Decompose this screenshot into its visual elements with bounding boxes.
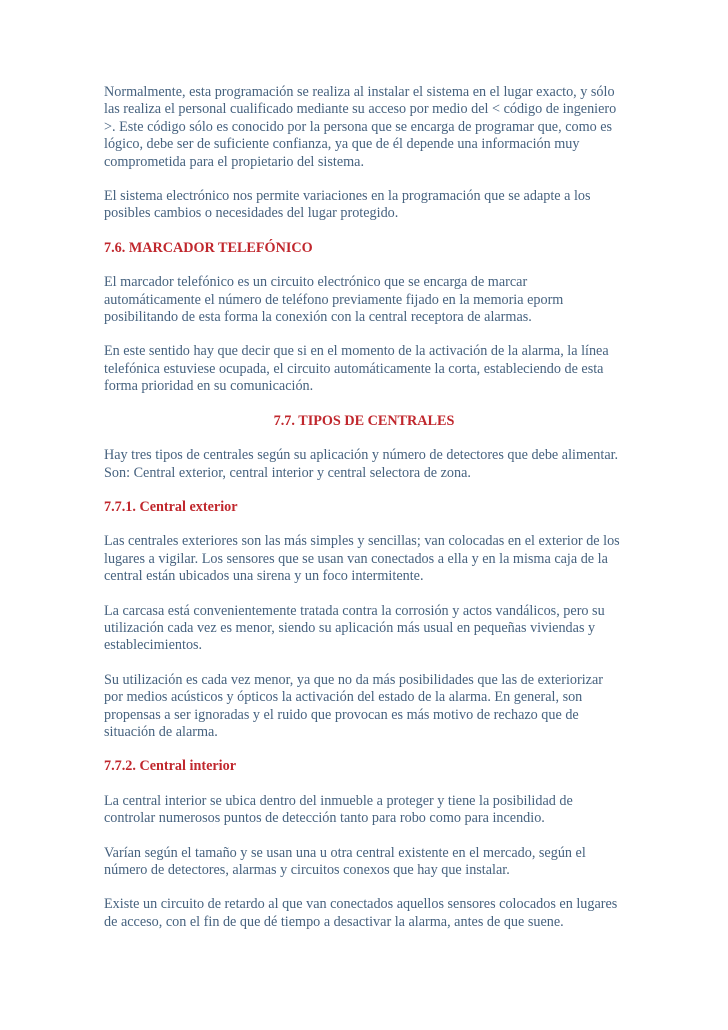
paragraph-marcador-definicion: El marcador telefónico es un circuito electrónico que se encarga de marcar automáticamente el número de teléfono previamente fijado en la memoria eporm posibilitando de esta forma la conexión con la central receptora de alarmas. [104, 274, 564, 326]
heading-tipos-de-centrales: 7.7. TIPOS DE CENTRALES [273, 412, 455, 429]
paragraph-exterior-carcasa: La carcasa está convenientemente tratada contra la corrosión y actos vandálicos, pero su utilización cada vez es menor, siendo su aplicación más usual en pequeñas viviendas y establecimientos. [104, 602, 605, 654]
heading-central-exterior: 7.7.1. Central exterior [104, 498, 238, 515]
heading-marcador-telefonico: 7.6. MARCADOR TELEFÓNICO [104, 239, 313, 256]
paragraph-programacion: Normalmente, esta programación se realiza al instalar el sistema en el lugar exacto, y sólo las realiza el personal cualificado mediante su acceso por medio del < código de ingeniero >. Este código sólo es conocido por la persona que se encarga de programar que, como es lógico, debe ser de suficiente confianza, ya que de él depende una información muy comprometida para el propietario del sistema. [104, 84, 617, 170]
paragraph-tipos-centrales: Hay tres tipos de centrales según su aplicación y número de detectores que debe alimentar. Son: Central exterior, central interior y central selectora de zona. [104, 447, 619, 481]
paragraph-exterior-utilizacion: Su utilización es cada vez menor, ya que no da más posibilidades que las de exteriorizar por medios acústicos y ópticos la activación del estado de la alarma. En general, son propensas a ser ignoradas y el ruido que provocan es más motivo de rechazo que de situación de alarma. [104, 671, 603, 740]
heading-central-interior: 7.7.2. Central interior [104, 758, 236, 775]
paragraph-exterior-simples: Las centrales exteriores son las más simples y sencillas; van colocadas en el exterior de los lugares a vigilar. Los sensores que se usan van conectados a ella y en la misma caja de la central están ubicados una sirena y un foco intermitente. [104, 533, 620, 585]
paragraph-interior-tamano: Varían según el tamaño y se usan una u otra central existente en el mercado, según el número de detectores, alarmas y circuitos conexos que hay que instalar. [104, 844, 586, 878]
paragraph-interior-ubicacion: La central interior se ubica dentro del inmueble a proteger y tiene la posibilidad de controlar numerosos puntos de detección tanto para robo como para incendio. [104, 792, 573, 827]
paragraph-interior-retardo: Existe un circuito de retardo al que van conectados aquellos sensores colocados en lugares de acceso, con el fin de que dé tiempo a desactivar la alarma, antes de que suene. [104, 896, 618, 930]
paragraph-variaciones: El sistema electrónico nos permite variaciones en la programación que se adapte a los posibles cambios o necesidades del lugar protegido. [104, 188, 591, 222]
paragraph-marcador-prioridad: En este sentido hay que decir que si en el momento de la activación de la alarma, la línea telefónica estuviese ocupada, el circuito automáticamente la corta, estableciendo de esta forma prioridad en su comunicación. [104, 343, 609, 395]
document-page [104, 84, 624, 948]
